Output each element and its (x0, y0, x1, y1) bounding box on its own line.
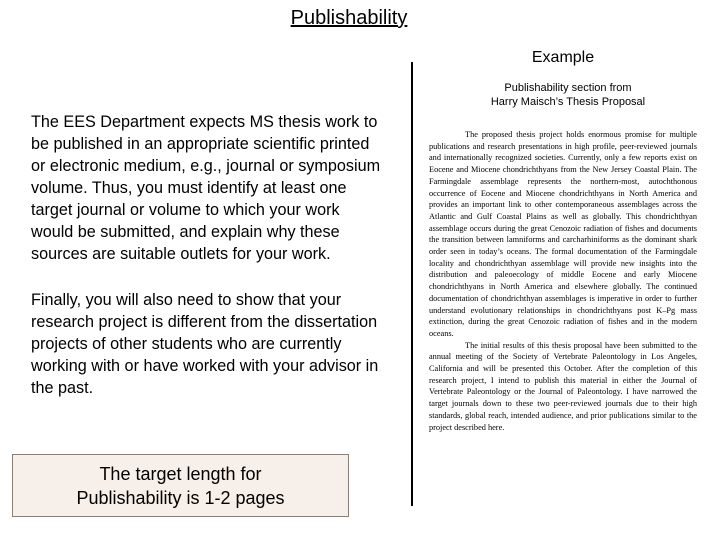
requirements-paragraph-1: The EES Department expects MS thesis work to be published in an appropriate scientific printed or electronic medium, e.g., journal or symposium volume. Thus, you must identify at least one target journal or volume to which your work would be submitted, and explain why these sources are suitable outlets for your work. (31, 113, 381, 263)
requirements-paragraph-2: Finally, you will also need to show that your research project is different from the dissertation projects of other students who are currently working with or have worked with your advisor in the past. (31, 291, 379, 397)
column-divider (411, 62, 413, 506)
example-source-line-1: Publishability section from (504, 82, 632, 94)
example-paragraph-1: The proposed thesis project holds enormous promise for multiple publications and research presentations in high profile, peer-reviewed journals and internationally recognized societies. Currently, only a few reports exist on Eocene and Miocene chondrichthyans from the New Jersey Coastal Plain. The Farmingdale assemblage represents the northern-most, autochthonous occurrence of Eocene and Miocene chondrichthyans in North America and provides an important link to other contemporaneous assemblages across the Atlantic and Gulf Coastal Plains as well as globally. This chondrichthyan assemblage occurs during the great Cenozoic radiation of fishes and documents the transition between lamniforms and carcharhiniforms as the dominant shark order seen in today’s oceans. The formal documentation of the Farmingdale locality and chondrichthyan assemblage will provide new insights into the distribution and paleoecology of middle Eocene and early Miocene chondrichthyans in North America and elsewhere globally. The continued documentation of chondrichthyan assemblages is imperative in order to further understand evolutionary relationships in chondrichthyans post K–Pg mass extinction, during the great Cenozoic radiation of fishes and in the modern oceans. (429, 130, 697, 338)
target-length-line-1: The target length for (99, 463, 262, 484)
example-proposal-text (429, 129, 697, 433)
example-paragraph-2: The initial results of this thesis proposal have been submitted to the annual meeting of the Society of Vertebrate Paleontology in Los Angeles, California and will be presented this October. After the completion of this research project, I intend to publish this material in either the Journal of Vertebrate Paleontology or the Journal of Paleontology. I have narrowed the target journals down to these two peer-reviewed journals due to their high standards, global reach, intended audience, and prior publications similar to the project described here. (429, 340, 697, 432)
requirements-text (31, 111, 383, 399)
page-title: Publishability (290, 7, 408, 29)
example-source-line-2: Harry Maisch’s Thesis Proposal (490, 96, 646, 108)
target-length-line-2: Publishability is 1-2 pages (76, 487, 285, 508)
example-label: Example (531, 49, 595, 66)
target-length-box (12, 454, 349, 517)
example-source-note (476, 81, 660, 109)
